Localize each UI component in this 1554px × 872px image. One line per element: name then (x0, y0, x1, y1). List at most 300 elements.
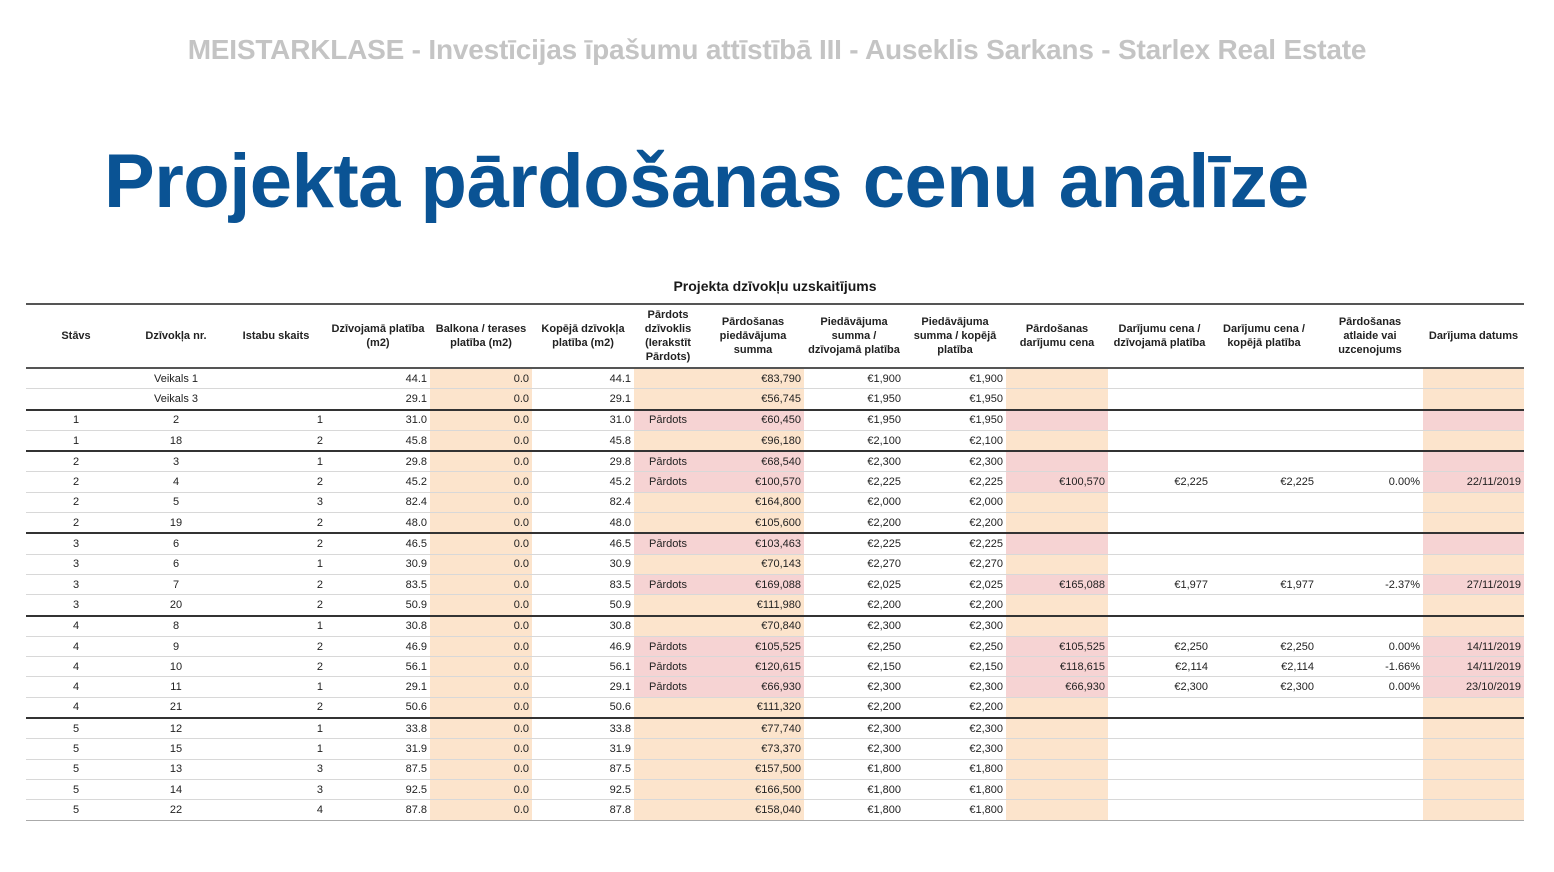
table-cell: 1 (226, 677, 326, 697)
table-row (26, 451, 1524, 472)
table-cell (1006, 451, 1108, 472)
table-cell: 0.0 (430, 533, 532, 554)
table-cell: €1,800 (804, 800, 904, 820)
table-cell: 50.9 (532, 595, 634, 616)
table-cell: 3 (26, 595, 126, 616)
table-cell: 46.9 (532, 636, 634, 656)
table-cell: 5 (26, 779, 126, 799)
table-cell (1006, 513, 1108, 534)
table-cell (634, 718, 702, 739)
table-cell: Pārdots (634, 636, 702, 656)
table-cell: 2 (226, 636, 326, 656)
table-cell (1211, 533, 1317, 554)
table-cell (1108, 410, 1211, 431)
table-cell (634, 697, 702, 718)
table-cell: 14 (126, 779, 226, 799)
table-cell (1423, 759, 1524, 779)
table-header-row (26, 304, 1524, 368)
table-cell: €1,800 (904, 800, 1006, 820)
table-cell (1423, 492, 1524, 512)
table-cell: 50.6 (532, 697, 634, 718)
table-cell: 2 (26, 451, 126, 472)
table-cell: Pārdots (634, 677, 702, 697)
table-cell (634, 554, 702, 574)
table-cell: 0.00% (1317, 636, 1423, 656)
table-row (26, 554, 1524, 574)
table-cell: €68,540 (702, 451, 804, 472)
table-cell (1423, 779, 1524, 799)
table-cell (1317, 389, 1423, 410)
table-cell: €1,800 (804, 759, 904, 779)
table-cell: €70,840 (702, 616, 804, 637)
table-cell: €2,300 (804, 451, 904, 472)
table-cell: 48.0 (532, 513, 634, 534)
column-header: Piedāvājuma summa / kopējā platība (913, 316, 997, 356)
table-cell: 30.9 (532, 554, 634, 574)
table-cell: Pārdots (634, 451, 702, 472)
table-cell: 0.0 (430, 657, 532, 677)
table-cell: -1.66% (1317, 657, 1423, 677)
table-cell: 15 (126, 739, 226, 759)
table-cell (1211, 616, 1317, 637)
table-cell (1006, 800, 1108, 820)
table-cell: €2,300 (804, 718, 904, 739)
table-cell: 5 (126, 492, 226, 512)
column-header: Dzīvojamā platība (m2) (331, 323, 425, 349)
table-cell (1108, 759, 1211, 779)
table-cell (1423, 368, 1524, 389)
table-cell: €66,930 (1006, 677, 1108, 697)
table-cell (1006, 492, 1108, 512)
table-cell: 11 (126, 677, 226, 697)
table-cell: 0.0 (430, 718, 532, 739)
table-cell: 1 (226, 554, 326, 574)
table-cell: 0.0 (430, 410, 532, 431)
table-cell: €2,150 (804, 657, 904, 677)
table-cell: Pārdots (634, 574, 702, 594)
table-cell (1423, 430, 1524, 451)
table-cell: Veikals 3 (126, 389, 226, 410)
table-cell (1423, 533, 1524, 554)
table-cell: 4 (26, 616, 126, 637)
table-cell (226, 389, 326, 410)
table-caption: Projekta dzīvokļu uzskaitījums (673, 278, 877, 294)
table-cell: 0.0 (430, 451, 532, 472)
table-cell (1423, 554, 1524, 574)
table-cell (1423, 410, 1524, 431)
table-cell: 0.0 (430, 677, 532, 697)
table-cell: €2,150 (904, 657, 1006, 677)
table-cell: €2,100 (904, 430, 1006, 451)
table-cell: €70,143 (702, 554, 804, 574)
column-header: Piedāvājuma summa / dzīvojamā platība (808, 316, 900, 356)
table-cell: 50.6 (326, 697, 430, 718)
table-cell: €100,570 (702, 472, 804, 492)
table-cell (1317, 368, 1423, 389)
table-cell: 46.9 (326, 636, 430, 656)
table-cell (1211, 759, 1317, 779)
table-cell: 87.8 (532, 800, 634, 820)
column-header: Darījumu cena / dzīvojamā platība (1113, 323, 1206, 349)
table-cell: 31.0 (532, 410, 634, 431)
table-cell: 2 (226, 513, 326, 534)
table-cell: €1,800 (904, 779, 1006, 799)
table-cell (1211, 697, 1317, 718)
table-cell (1317, 533, 1423, 554)
table-row (26, 779, 1524, 799)
table-cell: €2,300 (804, 739, 904, 759)
apartment-table-container (26, 275, 1524, 821)
table-cell: 0.0 (430, 554, 532, 574)
table-cell: 13 (126, 759, 226, 779)
table-cell: €77,740 (702, 718, 804, 739)
table-cell: 1 (226, 739, 326, 759)
table-cell: 87.8 (326, 800, 430, 820)
table-row (26, 513, 1524, 534)
table-cell: €118,615 (1006, 657, 1108, 677)
table-cell: 83.5 (532, 574, 634, 594)
table-cell: 46.5 (326, 533, 430, 554)
table-cell: 56.1 (326, 657, 430, 677)
table-cell: 44.1 (326, 368, 430, 389)
table-cell: €103,463 (702, 533, 804, 554)
table-cell (634, 389, 702, 410)
table-cell: €1,977 (1211, 574, 1317, 594)
table-cell: €111,980 (702, 595, 804, 616)
table-row (26, 430, 1524, 451)
table-row (26, 595, 1524, 616)
table-cell: 27/11/2019 (1423, 574, 1524, 594)
table-cell: 6 (126, 554, 226, 574)
table-cell: €2,300 (904, 718, 1006, 739)
table-cell: €2,114 (1211, 657, 1317, 677)
table-cell (634, 779, 702, 799)
table-cell: 0.0 (430, 636, 532, 656)
table-cell: 4 (26, 657, 126, 677)
table-cell: €1,800 (904, 759, 1006, 779)
table-cell (1317, 410, 1423, 431)
table-cell: 4 (26, 677, 126, 697)
table-cell: 14/11/2019 (1423, 657, 1524, 677)
table-cell (1108, 697, 1211, 718)
table-cell: 1 (26, 430, 126, 451)
table-cell (1108, 554, 1211, 574)
table-cell: 45.2 (326, 472, 430, 492)
table-cell (1423, 595, 1524, 616)
table-cell: 2 (26, 492, 126, 512)
table-cell (634, 368, 702, 389)
table-cell: 19 (126, 513, 226, 534)
table-cell (1211, 389, 1317, 410)
table-cell: €2,225 (1108, 472, 1211, 492)
table-cell: €56,745 (702, 389, 804, 410)
column-header: Darījumu cena / kopējā platība (1223, 323, 1305, 349)
table-cell: 0.0 (430, 430, 532, 451)
table-cell: 87.5 (326, 759, 430, 779)
table-cell: 1 (26, 410, 126, 431)
table-cell: €100,570 (1006, 472, 1108, 492)
table-cell: 2 (226, 533, 326, 554)
table-cell: €1,800 (804, 779, 904, 799)
table-row (26, 718, 1524, 739)
table-cell: €157,500 (702, 759, 804, 779)
table-cell (1108, 368, 1211, 389)
column-header: Pārdošanas piedāvājuma summa (719, 316, 787, 356)
table-cell: Pārdots (634, 657, 702, 677)
table-cell: 21 (126, 697, 226, 718)
table-cell: 0.0 (430, 697, 532, 718)
table-cell (1317, 554, 1423, 574)
table-cell: 44.1 (532, 368, 634, 389)
table-cell: €166,500 (702, 779, 804, 799)
column-header: Kopējā dzīvokļa platība (m2) (541, 323, 625, 349)
table-cell: 0.0 (430, 800, 532, 820)
table-cell: 6 (126, 533, 226, 554)
table-cell: 5 (26, 739, 126, 759)
table-cell: 46.5 (532, 533, 634, 554)
table-cell (1108, 718, 1211, 739)
table-cell: 0.0 (430, 759, 532, 779)
table-cell: €2,300 (1108, 677, 1211, 697)
table-row (26, 800, 1524, 820)
table-cell: €2,025 (904, 574, 1006, 594)
table-cell: €2,200 (904, 513, 1006, 534)
table-cell: 8 (126, 616, 226, 637)
column-header: Balkona / terases platība (m2) (435, 323, 527, 349)
table-cell (1108, 779, 1211, 799)
table-cell: €111,320 (702, 697, 804, 718)
table-row (26, 574, 1524, 594)
table-cell: €2,300 (804, 677, 904, 697)
table-cell: 0.00% (1317, 677, 1423, 697)
table-row (26, 492, 1524, 512)
table-cell: 29.8 (326, 451, 430, 472)
table-cell: €164,800 (702, 492, 804, 512)
table-cell: 0.0 (430, 492, 532, 512)
table-cell (1108, 800, 1211, 820)
table-cell (1108, 533, 1211, 554)
table-cell (634, 595, 702, 616)
table-cell: €66,930 (702, 677, 804, 697)
table-cell (1108, 513, 1211, 534)
table-cell (1211, 410, 1317, 431)
table-cell (634, 739, 702, 759)
table-cell (1423, 616, 1524, 637)
table-cell (1423, 718, 1524, 739)
table-cell: €2,300 (904, 616, 1006, 637)
table-cell: 22/11/2019 (1423, 472, 1524, 492)
table-cell: €2,250 (804, 636, 904, 656)
table-cell (1211, 513, 1317, 534)
table-row (26, 616, 1524, 637)
table-cell (1317, 430, 1423, 451)
table-cell: €2,225 (904, 533, 1006, 554)
table-cell: €2,100 (804, 430, 904, 451)
table-cell: €1,950 (904, 410, 1006, 431)
table-cell: 2 (26, 472, 126, 492)
column-header: Stāvs (61, 330, 91, 342)
table-cell: 92.5 (532, 779, 634, 799)
table-cell: 0.0 (430, 595, 532, 616)
table-cell (1423, 739, 1524, 759)
table-cell: 87.5 (532, 759, 634, 779)
table-cell: Pārdots (634, 533, 702, 554)
table-cell (26, 368, 126, 389)
table-cell (1317, 451, 1423, 472)
table-cell: 33.8 (326, 718, 430, 739)
table-cell: 3 (226, 759, 326, 779)
table-cell (1006, 739, 1108, 759)
table-row (26, 739, 1524, 759)
table-cell: 0.00% (1317, 472, 1423, 492)
table-cell: €2,114 (1108, 657, 1211, 677)
table-cell (1211, 718, 1317, 739)
table-cell (1317, 697, 1423, 718)
table-cell (1317, 492, 1423, 512)
table-cell (1108, 451, 1211, 472)
table-cell: €158,040 (702, 800, 804, 820)
table-cell: €2,300 (904, 739, 1006, 759)
table-cell (1317, 759, 1423, 779)
table-row (26, 389, 1524, 410)
table-cell: 1 (226, 451, 326, 472)
table-cell (1006, 759, 1108, 779)
table-cell: -2.37% (1317, 574, 1423, 594)
column-header: Istabu skaits (242, 330, 310, 342)
table-cell: 2 (226, 657, 326, 677)
table-cell: 0.0 (430, 779, 532, 799)
table-cell: €120,615 (702, 657, 804, 677)
table-cell: 3 (226, 492, 326, 512)
table-cell: €2,200 (904, 697, 1006, 718)
table-cell: Veikals 1 (126, 368, 226, 389)
table-cell: €2,225 (804, 472, 904, 492)
table-cell (634, 800, 702, 820)
table-cell (1211, 800, 1317, 820)
table-cell: 2 (226, 595, 326, 616)
table-cell (1108, 430, 1211, 451)
table-cell (634, 616, 702, 637)
table-cell: 3 (26, 574, 126, 594)
table-cell: €2,300 (904, 677, 1006, 697)
table-cell: 45.8 (532, 430, 634, 451)
table-cell: €2,270 (804, 554, 904, 574)
table-cell: 3 (126, 451, 226, 472)
table-cell: €169,088 (702, 574, 804, 594)
table-cell (1211, 554, 1317, 574)
table-cell (1006, 616, 1108, 637)
table-cell: €2,225 (1211, 472, 1317, 492)
slide-title: Projekta pārdošanas cenu analīze (104, 139, 1309, 224)
table-cell: 2 (126, 410, 226, 431)
table-cell (1423, 451, 1524, 472)
table-cell: 29.8 (532, 451, 634, 472)
table-cell: €165,088 (1006, 574, 1108, 594)
table-cell (634, 759, 702, 779)
table-cell: 45.8 (326, 430, 430, 451)
table-cell: 0.0 (430, 368, 532, 389)
course-header: MEISTARKLASE - Investīcijas īpašumu attīstībā III - Auseklis Sarkans - Starlex Real Estate (187, 34, 1367, 65)
table-cell: 0.0 (430, 389, 532, 410)
table-cell (26, 389, 126, 410)
table-cell (634, 492, 702, 512)
table-cell (1317, 718, 1423, 739)
table-row (26, 636, 1524, 656)
table-cell: 1 (226, 616, 326, 637)
table-cell: €2,000 (804, 492, 904, 512)
table-cell: 0.0 (430, 472, 532, 492)
table-cell (1423, 389, 1524, 410)
table-cell: 30.9 (326, 554, 430, 574)
table-cell (226, 368, 326, 389)
table-cell (1317, 595, 1423, 616)
table-cell (1317, 616, 1423, 637)
table-cell: 56.1 (532, 657, 634, 677)
table-cell (1108, 389, 1211, 410)
table-cell: €2,250 (1108, 636, 1211, 656)
table-cell: 23/10/2019 (1423, 677, 1524, 697)
table-cell: €2,300 (804, 616, 904, 637)
table-cell: 0.0 (430, 513, 532, 534)
table-cell: 30.8 (326, 616, 430, 637)
table-row (26, 759, 1524, 779)
table-cell (1211, 368, 1317, 389)
table-cell: 92.5 (326, 779, 430, 799)
table-cell (1317, 739, 1423, 759)
table-cell: €2,000 (904, 492, 1006, 512)
table-cell (1211, 739, 1317, 759)
table-cell: €2,200 (804, 595, 904, 616)
table-cell: €1,950 (904, 389, 1006, 410)
table-cell: 2 (226, 472, 326, 492)
table-cell (1423, 697, 1524, 718)
table-cell (1211, 492, 1317, 512)
table-cell (1423, 513, 1524, 534)
table-cell: 31.9 (532, 739, 634, 759)
table-cell: 1 (226, 410, 326, 431)
table-cell: 2 (226, 430, 326, 451)
table-cell (1211, 779, 1317, 799)
table-cell: €2,200 (804, 513, 904, 534)
table-cell (1108, 595, 1211, 616)
table-cell: €2,300 (904, 451, 1006, 472)
table-cell: €2,250 (1211, 636, 1317, 656)
table-cell: €1,950 (804, 389, 904, 410)
table-cell: €96,180 (702, 430, 804, 451)
table-cell (1006, 430, 1108, 451)
table-cell: €1,900 (904, 368, 1006, 389)
column-header: Darījuma datums (1428, 330, 1519, 342)
table-cell: 4 (26, 636, 126, 656)
table-cell: 0.0 (430, 616, 532, 637)
table-cell: €2,250 (904, 636, 1006, 656)
table-cell: 2 (26, 513, 126, 534)
table-cell (1006, 368, 1108, 389)
table-cell (1108, 492, 1211, 512)
table-cell: €105,525 (702, 636, 804, 656)
table-cell (1211, 430, 1317, 451)
column-header: Pārdošanas atlaide vai uzcenojums (1338, 316, 1402, 356)
table-row (26, 697, 1524, 718)
table-cell (1006, 779, 1108, 799)
table-cell: €2,225 (804, 533, 904, 554)
table-cell (1006, 595, 1108, 616)
table-cell (1006, 533, 1108, 554)
table-row (26, 410, 1524, 431)
table-cell: Pārdots (634, 410, 702, 431)
table-cell: €2,300 (1211, 677, 1317, 697)
table-row (26, 368, 1524, 389)
